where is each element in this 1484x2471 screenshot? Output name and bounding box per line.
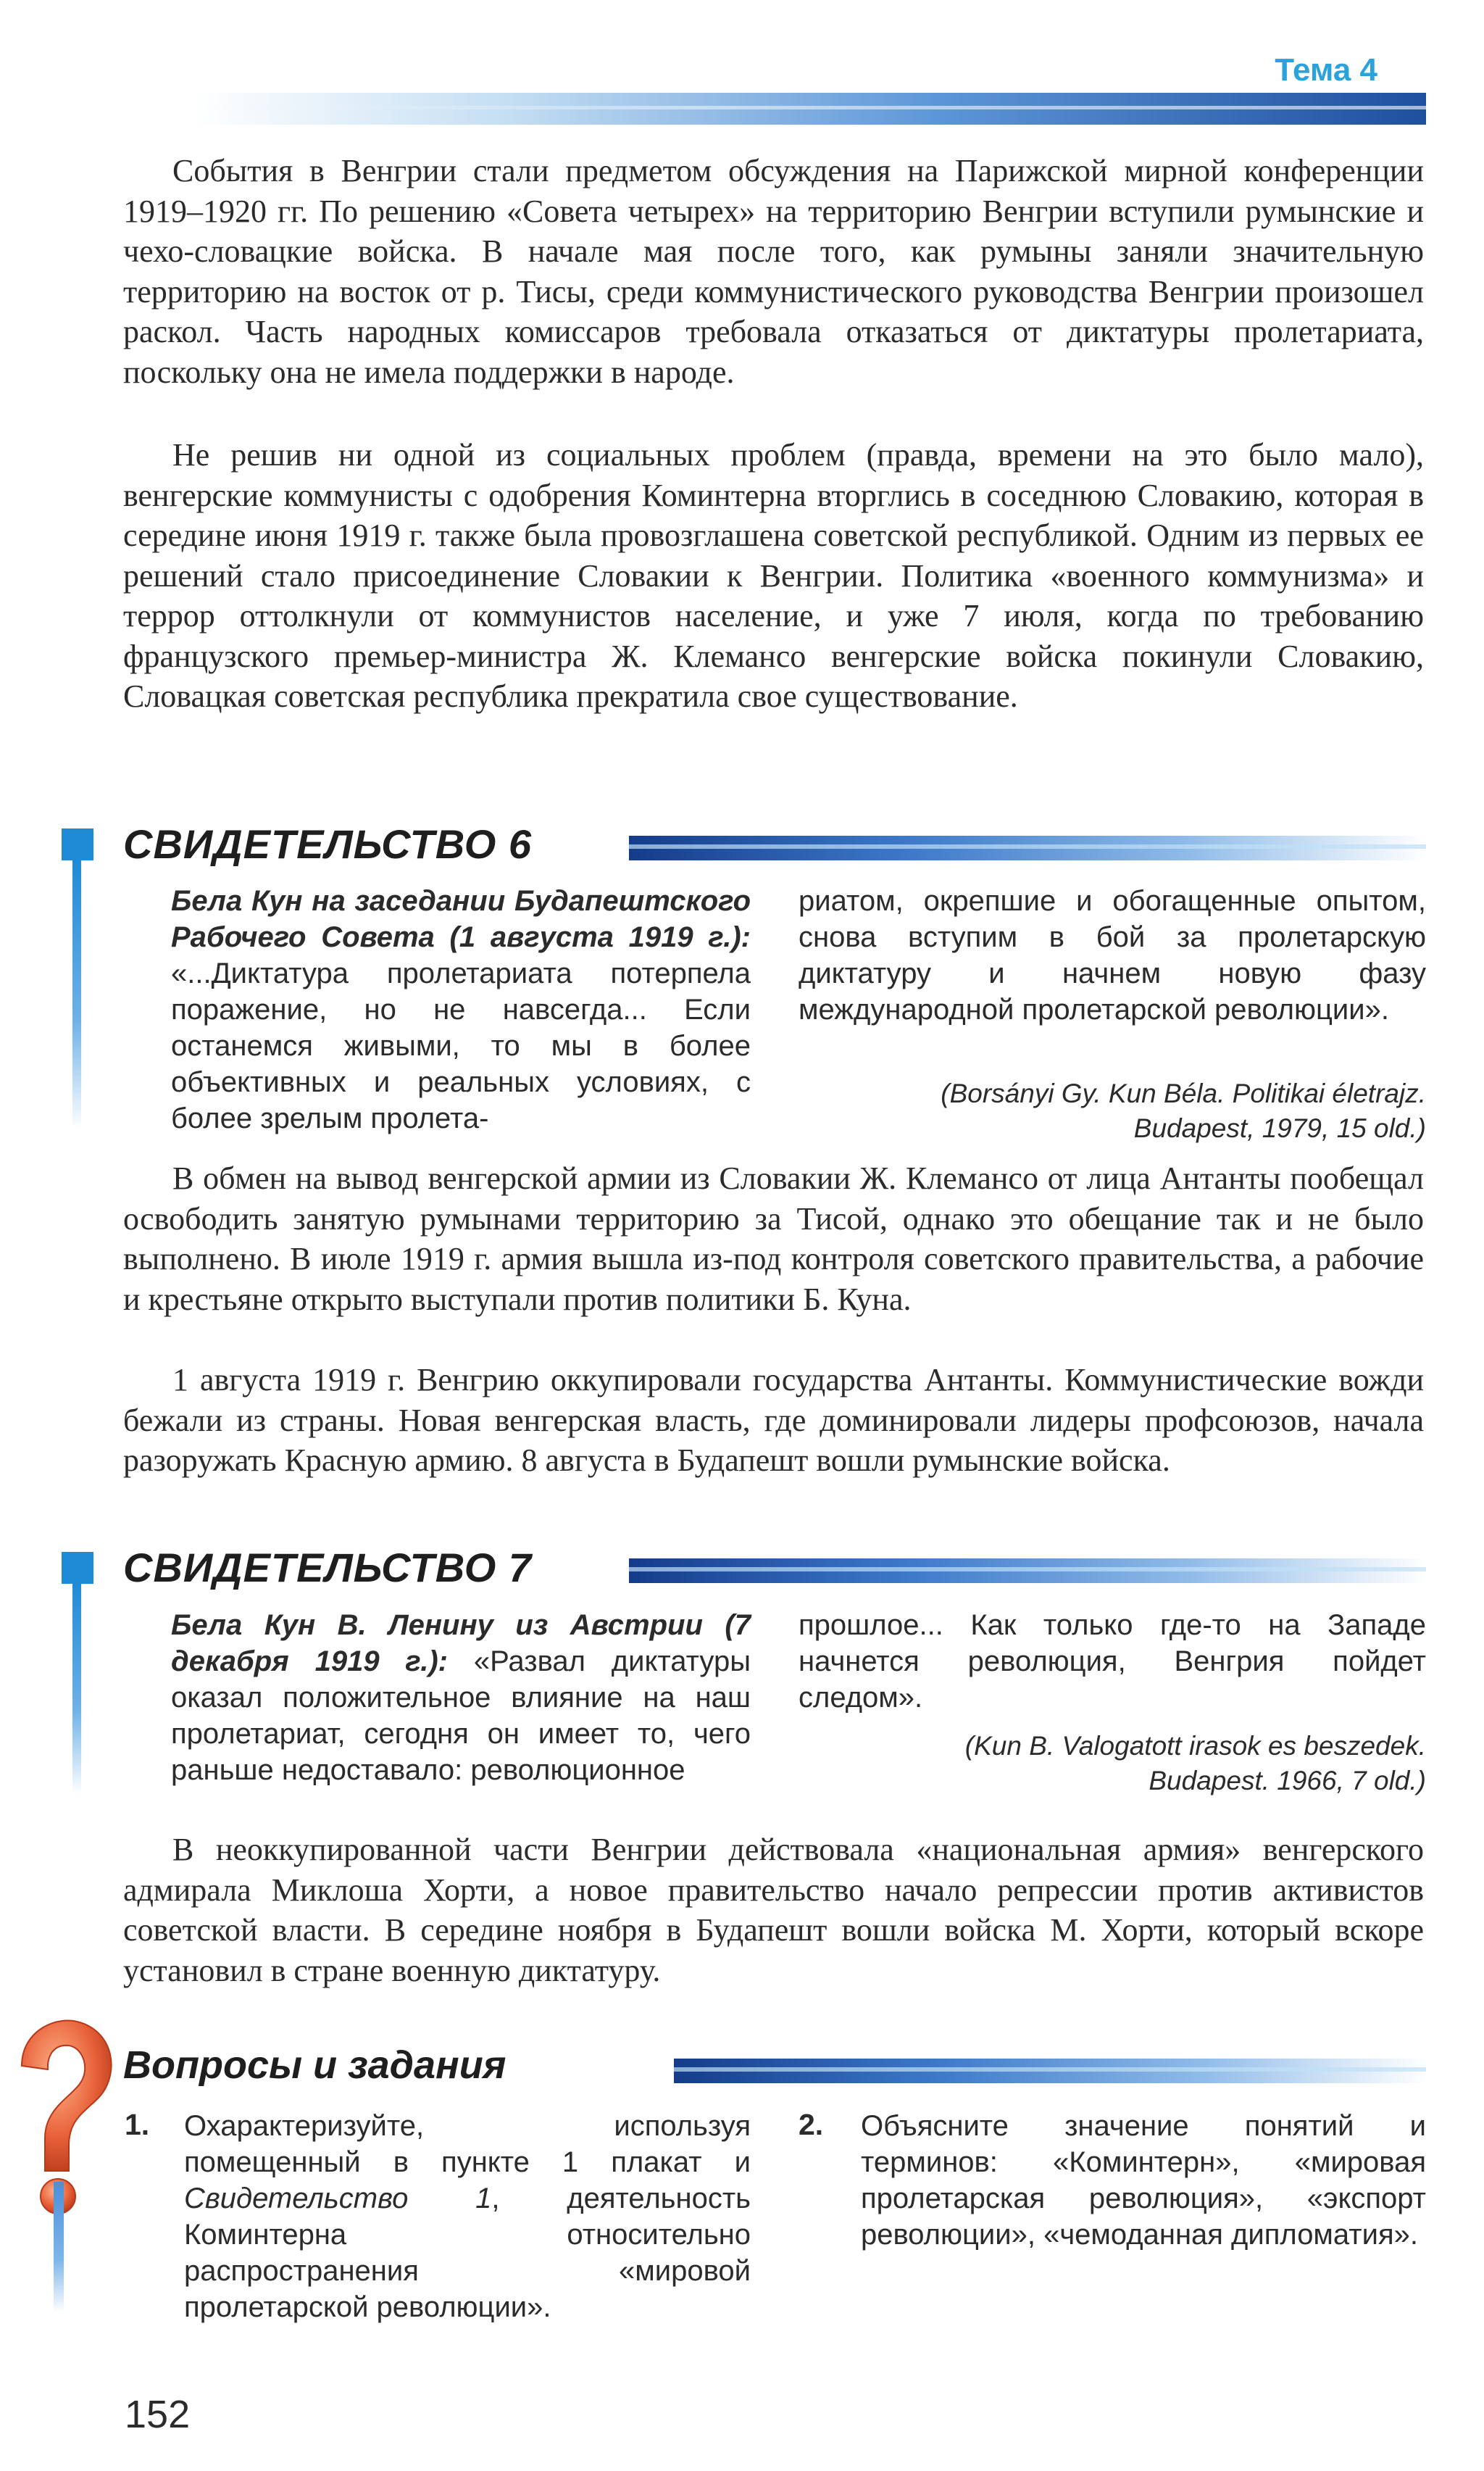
questions-rule <box>674 2059 1426 2083</box>
topic-title: Тема 4 <box>1275 52 1377 88</box>
question-sidebar <box>54 2182 64 2312</box>
page-number: 152 <box>125 2393 191 2436</box>
evidence-7-text-right: прошлое... Как только где-то на Западе начнется революция, Венгрия пойдет следом». <box>799 1609 1426 1714</box>
evidence-6-sidebar <box>72 860 81 1129</box>
evidence-7-text-left: «Развал диктатуры оказал положительное влияние на наш пролетариат, сегодня он имеет то, чего раньше недоставало: революционное <box>171 1645 751 1786</box>
question-2-number: 2. <box>799 2108 824 2141</box>
evidence-7-rule <box>629 1558 1426 1583</box>
evidence-7-source: (Kun B. Valogatott irasok es beszedek. Budapest. 1966, 7 old.) <box>964 1731 1426 1795</box>
question-2-text: Объясните значение понятий и терминов: «Коминтерн», «мировая пролетарская революция», «экспорт революции», «чемоданная дипломатия». <box>861 2110 1426 2251</box>
question-1-text-a: Охарактеризуйте, используя помещенный в пункте 1 плакат и <box>184 2110 751 2178</box>
questions-heading: Вопросы и задания <box>123 2043 507 2087</box>
question-1-number: 1. <box>125 2108 150 2141</box>
evidence-7-heading: СВИДЕТЕЛЬСТВО 7 <box>123 1545 533 1590</box>
question-1-reference: Свидетельство 1 <box>184 2183 492 2214</box>
evidence-6-marker <box>62 828 93 860</box>
paragraph-5: В неоккупированной части Венгрии действовала «национальная армия» венгерского адмирала Миклоша Хорти, а новое правительство начало репрессии против активистов советской власти. В середине ноября в Будапешт вошли войска М. Хорти, который вскоре установил в стране военную диктатуру. <box>123 1832 1424 1988</box>
evidence-7-left-column <box>171 1607 751 1788</box>
paragraph-3: В обмен на вывод венгерской армии из Словакии Ж. Клемансо от лица Антанты пообещал освободить занятую румынами территорию за Тисой, однако это обещание так и не было выполнено. В июле 1919 г. армия вышла из-под контроля советского правительства, а рабочие и крестьяне открыто выступали против политики Б. Куна. <box>123 1160 1424 1317</box>
paragraph-1: События в Венгрии стали предметом обсуждения на Парижской мирной конференции 1919–1920 гг. По решению «Совета четырех» на территорию Венгрии вступили румынские и чехо-словацкие войска. В начале мая после того, как румыны заняли значительную территорию на восток от р. Тисы, среди коммунистического руководства Венгрии произошел раскол. Часть народных комиссаров требовала отказаться от диктатуры пролетариата, поскольку она не имела поддержки в народе. <box>123 153 1424 390</box>
evidence-6-left-column <box>171 883 751 1137</box>
evidence-6-heading: СВИДЕТЕЛЬСТВО 6 <box>123 821 533 867</box>
question-1-text-b: , деятельность Коминтерна относительно распространения «мировой пролетарской революции». <box>184 2183 751 2323</box>
evidence-6-text-left: «...Диктатура пролетариата потерпела поражение, но не навсегда... Если останемся живыми, то мы в более объективных и реальных условиях, с более зрелым пролета- <box>171 958 751 1134</box>
paragraph-2: Не решив ни одной из социальных проблем (правда, времени на это было мало), венгерские коммунисты с одобрения Коминтерна вторглись в соседнюю Словакию, которая в середине июня 1919 г. также была провозглашена советской республикой. Одним из первых ее решений стало присоединение Словакии к Венгрии. Политика «военного коммунизма» и террор оттолкнули от коммунистов население, и уже 7 июля, когда по требованию французского премьер-министра Ж. Клемансо венгерские войска покинули Словакию, Словацкая советская республика прекратила свое существование. <box>123 437 1424 714</box>
evidence-6-text-right: риатом, окрепшие и обогащенные опытом, снова вступим в бой за пролетарскую диктатуру и начнем новую фазу международной пролетарской революции». <box>799 885 1426 1026</box>
evidence-7-lead: Бела Кун В. Ленину из Австрии (7 декабря 1919 г.): <box>171 1609 751 1677</box>
question-1-text <box>184 2108 751 2325</box>
evidence-7-marker <box>62 1552 93 1584</box>
header-bar <box>194 93 1426 125</box>
evidence-6-rule <box>629 836 1426 860</box>
evidence-6-source: (Borsányi Gy. Kun Béla. Politikai életrajz. Budapest, 1979, 15 old.) <box>941 1079 1426 1143</box>
evidence-6-lead: Бела Кун на заседании Будапештского Рабочего Совета (1 августа 1919 г.): <box>171 885 751 953</box>
paragraph-4: 1 августа 1919 г. Венгрию оккупировали государства Антанты. Коммунистические вожди бежали из страны. Новая венгерская власть, где доминировали лидеры профсоюзов, начала разоружать Красную армию. 8 августа в Будапешт вошли румынские войска. <box>123 1362 1424 1478</box>
evidence-7-sidebar <box>72 1584 81 1794</box>
